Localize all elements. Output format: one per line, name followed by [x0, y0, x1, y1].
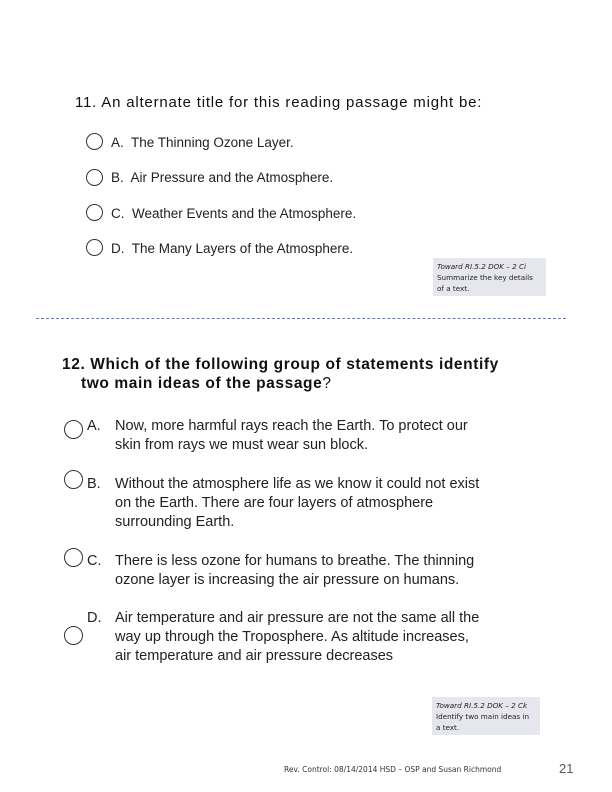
q11-option-d-radio[interactable]: [86, 239, 103, 256]
q12-option-b-line1: Without the atmosphere life as we know it could not exist: [115, 476, 480, 492]
q11-standard-box: [433, 258, 546, 296]
q11-option-a-radio[interactable]: [86, 133, 103, 150]
q11-option-d-text: The Many Layers of the Atmosphere.: [131, 241, 354, 256]
q11-option-c-text: Weather Events and the Atmosphere.: [132, 206, 357, 221]
q12-option-b-radio[interactable]: [64, 470, 83, 489]
q12-option-d: [87, 609, 479, 666]
q12-standard-box: [432, 697, 540, 735]
q12-option-b-line2: on the Earth. There are four layers of atmosphere: [115, 495, 434, 511]
q12-option-d-radio[interactable]: [64, 626, 83, 645]
q12-option-c-radio[interactable]: [64, 548, 83, 567]
q11-standard-header: Toward RI.5.2 DOK – 2 Ci: [437, 262, 527, 271]
question-12-title-line2: two main ideas of the passage: [81, 375, 323, 392]
q11-option-b-radio[interactable]: [86, 169, 103, 186]
q12-option-c-line2: ozone layer is increasing the air pressure on humans.: [115, 572, 460, 588]
q11-option-b-letter: B.: [111, 170, 124, 185]
q12-option-c: [87, 552, 474, 590]
q12-option-c-line1: There is less ozone for humans to breathe. The thinning: [115, 553, 475, 569]
q12-option-a-radio[interactable]: [64, 420, 83, 439]
page-number: 21: [559, 761, 574, 776]
q11-option-b: [111, 169, 333, 186]
q11-standard-line1: Summarize the key details: [437, 273, 533, 282]
question-12-title-line1: 12. Which of the following group of statements identify: [62, 356, 499, 373]
q11-option-a: [111, 134, 294, 151]
q11-option-a-letter: A.: [111, 135, 124, 150]
question-11-title: 11. An alternate title for this reading passage might be:: [75, 94, 483, 111]
q12-option-b-letter: B.: [87, 476, 101, 492]
q12-option-b-line3: surrounding Earth.: [115, 514, 235, 530]
q11-option-d: [111, 240, 353, 257]
section-divider: [36, 318, 566, 319]
q11-option-b-text: Air Pressure and the Atmosphere.: [130, 170, 334, 185]
q12-standard-line1: Identify two main ideas in: [436, 712, 530, 721]
q12-option-a-line2: skin from rays we must wear sun block.: [115, 437, 369, 453]
q11-standard-line2: of a text.: [437, 284, 470, 293]
q11-option-c: [111, 205, 356, 222]
q12-option-d-line2: way up through the Troposphere. As altitude increases,: [115, 629, 469, 645]
q12-option-b: [87, 475, 479, 532]
q11-option-c-letter: C.: [111, 206, 125, 221]
q11-option-c-radio[interactable]: [86, 204, 103, 221]
q12-option-c-letter: C.: [87, 553, 102, 569]
q12-option-a-letter: A.: [87, 418, 101, 434]
q11-option-d-letter: D.: [111, 241, 125, 256]
q12-option-d-line3: air temperature and air pressure decreases: [115, 648, 394, 664]
revision-footer: Rev. Control: 08/14/2014 HSD – OSP and Susan Richmond: [284, 765, 502, 774]
question-12-title: [62, 355, 499, 393]
q12-standard-header: Toward RI.5.2 DOK – 2 Ck: [436, 701, 528, 710]
q11-option-a-text: The Thinning Ozone Layer.: [131, 135, 294, 150]
question-12-title-qmark: ?: [322, 375, 332, 392]
q12-option-d-line1: Air temperature and air pressure are not the same all the: [115, 610, 480, 626]
q12-option-d-letter: D.: [87, 610, 102, 626]
q12-option-a: [87, 417, 468, 455]
q12-option-a-line1: Now, more harmful rays reach the Earth. To protect our: [115, 418, 468, 434]
q12-standard-line2: a text.: [436, 723, 460, 732]
